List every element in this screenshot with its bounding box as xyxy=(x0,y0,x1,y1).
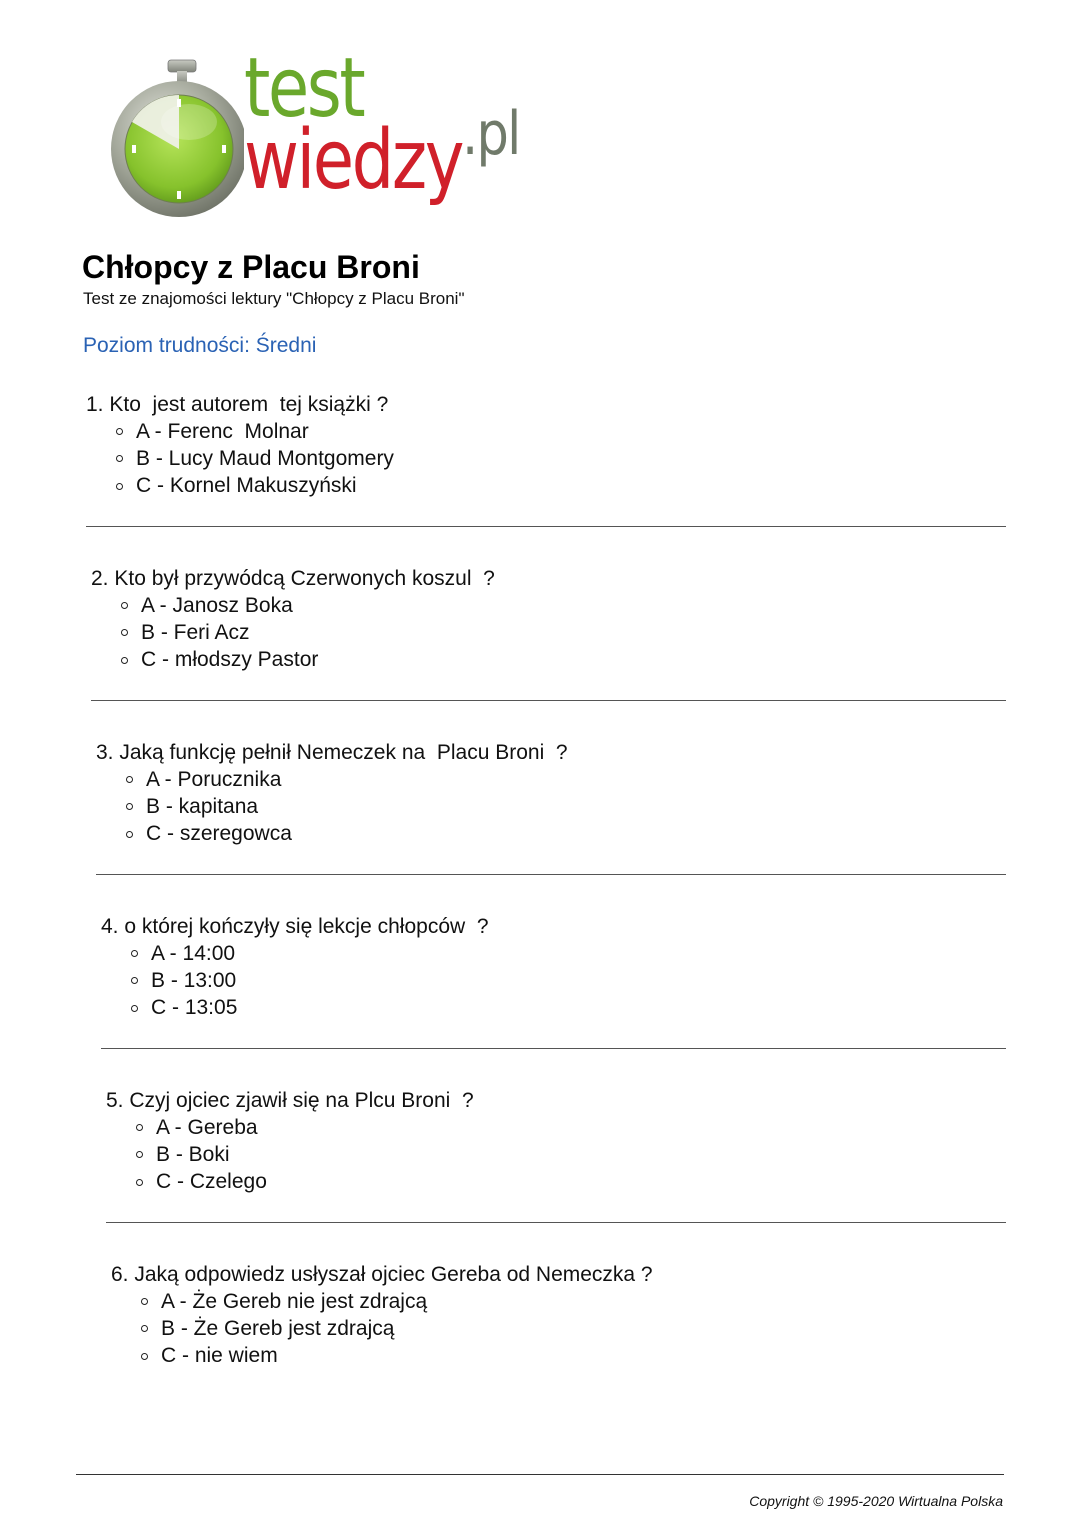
answer-label: A - Ferenc Molnar xyxy=(136,419,309,443)
circle-bullet-icon xyxy=(141,1325,148,1332)
answer-label: A - Porucznika xyxy=(146,767,282,791)
difficulty-level: Poziom trudności: Średni xyxy=(83,334,317,357)
answer-label: A - 14:00 xyxy=(151,941,236,965)
testwiedzy-logo xyxy=(104,41,544,222)
answer-label: C - Kornel Makuszyński xyxy=(136,474,357,498)
logo-suffix-pl: .pl xyxy=(462,99,520,169)
footer-divider xyxy=(76,1474,1004,1475)
answer-label: C - szeregowca xyxy=(146,822,292,846)
answer-option-b[interactable] xyxy=(91,619,495,646)
answer-label: C - nie wiem xyxy=(161,1344,278,1368)
answer-option-a[interactable] xyxy=(101,940,489,967)
answer-option-c[interactable] xyxy=(96,821,568,848)
circle-bullet-icon xyxy=(116,428,123,435)
answer-option-b[interactable] xyxy=(101,967,489,994)
logo-word-wiedzy: wiedzy xyxy=(244,113,463,208)
question-text: 1. Kto jest autorem tej książki ? xyxy=(86,393,389,416)
question-divider xyxy=(106,1222,1006,1223)
answer-option-c[interactable] xyxy=(91,647,495,674)
answer-option-c[interactable] xyxy=(111,1343,653,1370)
circle-bullet-icon xyxy=(126,803,133,810)
question-divider xyxy=(91,700,1006,701)
answer-option-c[interactable] xyxy=(86,473,394,500)
answer-options xyxy=(111,1288,653,1370)
circle-bullet-icon xyxy=(116,455,123,462)
answer-options xyxy=(96,766,568,848)
answer-label: B - Boki xyxy=(156,1142,230,1166)
circle-bullet-icon xyxy=(131,950,138,957)
answer-label: B - Że Gereb jest zdrajcą xyxy=(161,1316,395,1340)
answer-label: C - Czelego xyxy=(156,1170,267,1194)
circle-bullet-icon xyxy=(121,657,128,664)
answer-label: B - Feri Acz xyxy=(141,620,250,644)
answer-option-b[interactable] xyxy=(96,793,568,820)
page-subtitle: Test ze znajomości lektury "Chłopcy z Placu Broni" xyxy=(83,289,465,308)
circle-bullet-icon xyxy=(141,1353,148,1360)
question-text: 4. o której kończyły się lekcje chłopców ? xyxy=(101,915,489,938)
circle-bullet-icon xyxy=(136,1151,143,1158)
answer-option-c[interactable] xyxy=(101,995,489,1022)
answer-option-b[interactable] xyxy=(111,1315,653,1342)
answer-label: A - Że Gereb nie jest zdrajcą xyxy=(161,1289,428,1313)
answer-label: B - 13:00 xyxy=(151,968,237,992)
answer-label: A - Gereba xyxy=(156,1115,258,1139)
answer-label: C - 13:05 xyxy=(151,996,238,1020)
question-text: 3. Jaką funkcję pełnił Nemeczek na Placu Broni ? xyxy=(96,741,568,764)
answer-option-a[interactable] xyxy=(91,592,495,619)
circle-bullet-icon xyxy=(141,1298,148,1305)
answer-label: C - młodszy Pastor xyxy=(141,648,319,672)
question-6 xyxy=(111,1261,653,1370)
question-divider xyxy=(96,874,1006,875)
question-2 xyxy=(91,565,495,674)
question-5 xyxy=(106,1087,474,1196)
circle-bullet-icon xyxy=(126,776,133,783)
answer-option-a[interactable] xyxy=(96,766,568,793)
answer-option-a[interactable] xyxy=(106,1114,474,1141)
question-3 xyxy=(96,739,568,848)
question-4 xyxy=(101,913,489,1022)
answer-label: B - Lucy Maud Montgomery xyxy=(136,446,394,470)
question-1 xyxy=(86,391,394,500)
circle-bullet-icon xyxy=(121,602,128,609)
question-text: 5. Czyj ojciec zjawił się na Plcu Broni ? xyxy=(106,1089,474,1112)
circle-bullet-icon xyxy=(126,831,133,838)
page-title: Chłopcy z Placu Broni xyxy=(82,249,420,285)
circle-bullet-icon xyxy=(116,483,123,490)
logo-word-test: test xyxy=(244,41,364,136)
circle-bullet-icon xyxy=(131,1005,138,1012)
circle-bullet-icon xyxy=(136,1179,143,1186)
answer-option-a[interactable] xyxy=(86,418,394,445)
circle-bullet-icon xyxy=(131,977,138,984)
question-divider xyxy=(101,1048,1006,1049)
answer-option-a[interactable] xyxy=(111,1288,653,1315)
answer-label: B - kapitana xyxy=(146,794,259,818)
stopwatch-icon xyxy=(104,52,244,217)
answer-option-c[interactable] xyxy=(106,1169,474,1196)
answer-options xyxy=(91,592,495,674)
question-text: 6. Jaką odpowiedz usłyszał ojciec Gereba od Nemeczka ? xyxy=(111,1263,653,1286)
circle-bullet-icon xyxy=(136,1124,143,1131)
question-text: 2. Kto był przywódcą Czerwonych koszul ? xyxy=(91,567,495,590)
circle-bullet-icon xyxy=(121,629,128,636)
answer-options xyxy=(106,1114,474,1196)
answer-options xyxy=(101,940,489,1022)
answer-option-b[interactable] xyxy=(106,1141,474,1168)
answer-option-b[interactable] xyxy=(86,445,394,472)
copyright-notice: Copyright © 1995-2020 Wirtualna Polska xyxy=(749,1493,1003,1509)
answer-label: A - Janosz Boka xyxy=(141,593,293,617)
answer-options xyxy=(86,418,394,500)
question-divider xyxy=(86,526,1006,527)
